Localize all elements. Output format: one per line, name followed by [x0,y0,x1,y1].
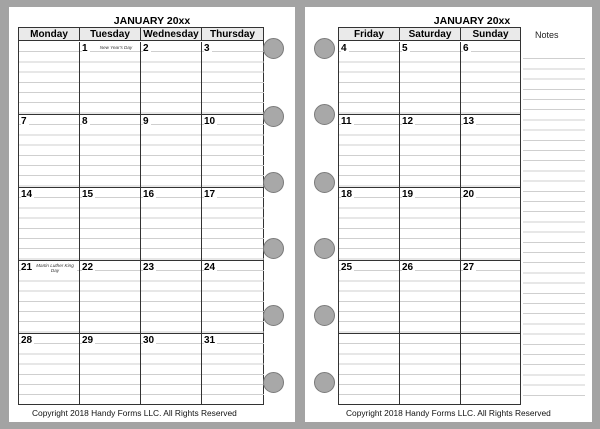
day-number: 25 [341,262,353,273]
day-cell[interactable] [339,261,400,334]
day-number: 8 [82,116,88,127]
right-calendar-grid [338,27,521,405]
day-cell[interactable] [80,261,141,334]
binder-hole-icon [263,305,284,326]
copyright-footer: Copyright 2018 Handy Forms LLC. All Rights Reserved [32,408,237,418]
day-number: 27 [463,262,475,273]
day-cell[interactable] [339,188,400,261]
binder-hole-icon [263,38,284,59]
day-number: 22 [82,262,94,273]
binder-hole-icon [314,104,335,125]
notes-lines[interactable] [523,49,585,405]
day-cell[interactable] [461,261,520,334]
binder-hole-icon [314,238,335,259]
left-calendar-grid [18,27,264,405]
day-number: 24 [204,262,216,273]
day-number: 5 [402,43,408,54]
day-header-sunday: Sunday [461,28,520,41]
day-cell[interactable] [202,115,264,188]
day-cell[interactable] [80,42,141,115]
holiday-label: New Year's Day [96,45,136,50]
day-cell[interactable] [461,188,520,261]
binder-hole-icon [314,38,335,59]
left-page [9,7,295,422]
day-number: 7 [21,116,27,127]
day-number: 1 [82,43,88,54]
binder-hole-icon [314,305,335,326]
day-number: 16 [143,189,155,200]
day-cell[interactable] [19,261,80,334]
day-number: 26 [402,262,414,273]
day-cell[interactable] [19,334,80,404]
day-cell[interactable] [202,261,264,334]
binder-hole-icon [314,172,335,193]
day-cell[interactable] [141,115,202,188]
day-cell[interactable] [141,42,202,115]
day-number: 29 [82,335,94,346]
day-cell[interactable] [80,188,141,261]
day-number: 21 [21,262,33,273]
day-cell[interactable] [19,115,80,188]
copyright-footer: Copyright 2018 Handy Forms LLC. All Rights Reserved [346,408,551,418]
day-number: 13 [463,116,475,127]
day-cell[interactable] [339,42,400,115]
day-header-tuesday: Tuesday [80,28,141,41]
day-cell[interactable] [339,115,400,188]
binder-hole-icon [263,172,284,193]
binder-hole-icon [314,372,335,393]
day-number: 23 [143,262,155,273]
day-cell[interactable] [19,188,80,261]
binder-hole-icon [263,372,284,393]
notes-label: Notes [535,30,559,40]
day-cell[interactable] [461,42,520,115]
day-cell[interactable] [400,188,461,261]
day-number: 17 [204,189,216,200]
day-cell[interactable] [461,334,520,404]
day-number: 4 [341,43,347,54]
holiday-label: Martin Luther King Day [33,263,77,273]
day-cell[interactable] [141,334,202,404]
day-number: 2 [143,43,149,54]
day-number: 6 [463,43,469,54]
day-cell[interactable] [400,334,461,404]
day-header-friday: Friday [339,28,400,41]
day-number: 12 [402,116,414,127]
day-cell[interactable] [141,188,202,261]
day-header-thursday: Thursday [202,28,263,41]
binder-hole-icon [263,238,284,259]
day-cell[interactable] [400,115,461,188]
day-cell[interactable] [202,42,264,115]
day-header-monday: Monday [19,28,80,41]
day-cell[interactable] [339,334,400,404]
day-cell[interactable] [202,334,264,404]
day-number: 19 [402,189,414,200]
day-cell[interactable] [400,261,461,334]
left-page-title: JANUARY 20xx [113,15,191,27]
day-number: 20 [463,189,475,200]
day-header-saturday: Saturday [400,28,461,41]
day-number: 3 [204,43,210,54]
day-cell[interactable] [400,42,461,115]
day-number: 28 [21,335,33,346]
day-number: 14 [21,189,33,200]
day-number: 18 [341,189,353,200]
binder-hole-icon [263,106,284,127]
day-number: 11 [341,116,352,127]
day-cell[interactable] [141,261,202,334]
day-number: 30 [143,335,155,346]
day-cell[interactable] [80,334,141,404]
day-cell[interactable] [19,42,80,115]
day-number: 15 [82,189,94,200]
day-cell[interactable] [461,115,520,188]
day-number: 10 [204,116,216,127]
day-header-wednesday: Wednesday [141,28,202,41]
right-page [305,7,592,422]
day-cell[interactable] [80,115,141,188]
day-number: 31 [204,335,216,346]
day-cell[interactable] [202,188,264,261]
day-number: 9 [143,116,149,127]
right-page-title: JANUARY 20xx [433,15,511,27]
